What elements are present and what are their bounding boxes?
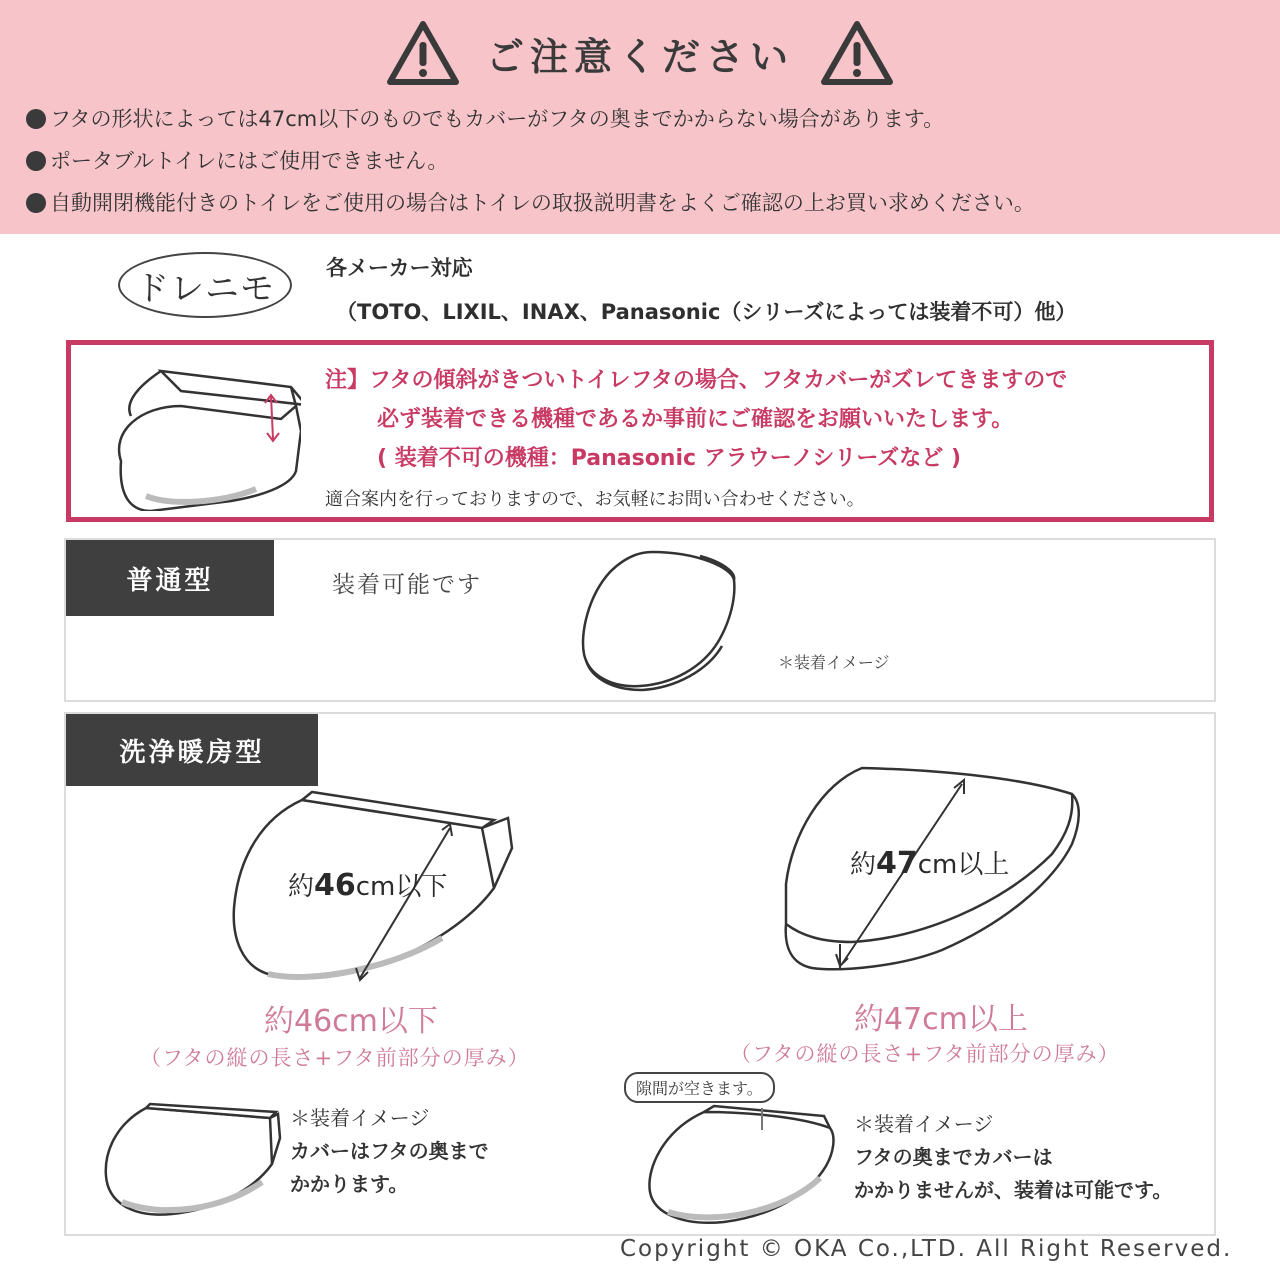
standard-lid-illustration — [580, 550, 740, 690]
notice-banner — [0, 0, 1280, 234]
long-lid-fit-title: ＊装着イメージ — [854, 1112, 994, 1136]
short-lid-fit-line: カバーはフタの奥まで — [290, 1139, 489, 1163]
short-lid-dimension: 約46cm以下 — [288, 868, 448, 903]
short-lid-fit-title: ＊装着イメージ — [290, 1106, 430, 1130]
standard-type-label: 普通型 — [66, 540, 274, 616]
long-lid-fit-description — [854, 1108, 1172, 1207]
caution-line-3: ( 装着不可の機種：Panasonic アラウーノシリーズなど ) — [377, 446, 962, 471]
copyright-text: Copyright © OKA Co.,LTD. All Right Reserved. — [620, 1236, 1233, 1262]
bullet-icon — [26, 151, 46, 171]
makers-list: （TOTO、LIXIL、INAX、Panasonic（シリーズによっては装着不可）他） — [336, 300, 1077, 324]
short-lid-size-note: （フタの縦の長さ+フタ前部分の厚み） — [140, 1046, 530, 1070]
warning-icon — [820, 20, 894, 86]
brand-logo: ドレニモ — [118, 252, 292, 318]
long-lid-fit-line: かかりませんが、装着は可能です。 — [854, 1178, 1173, 1202]
bullet-icon — [26, 193, 46, 213]
long-lid-size-label: 約47cm以上 — [854, 1002, 1028, 1037]
standard-image-note: ＊装着イメージ — [778, 653, 890, 672]
caution-note: 適合案内を行っておりますので、お気軽にお問い合わせください。 — [325, 489, 865, 510]
standard-type-section — [64, 538, 1216, 702]
short-lid-fit-description — [290, 1102, 489, 1201]
short-lid-fit-line: かかります。 — [290, 1172, 409, 1196]
short-lid-fit-illustration — [102, 1102, 282, 1220]
notice-title: ご注意ください — [485, 34, 794, 79]
notice-item-text: フタの形状によっては47cm以下のものでもカバーがフタの奥までかからない場合があります。 — [50, 107, 945, 131]
bullet-icon — [26, 109, 46, 129]
caution-line-1: 注】フタの傾斜がきついトイレフタの場合、フタカバーがズレてきますので — [325, 368, 1068, 393]
standard-status: 装着可能です — [332, 572, 482, 598]
long-lid-size-note: （フタの縦の長さ+フタ前部分の厚み） — [730, 1042, 1120, 1066]
warning-icon — [386, 20, 460, 86]
caution-line-2: 必ず装着できる機種であるか事前にご確認をお願いいたします。 — [377, 407, 1014, 432]
short-lid-size-label: 約46cm以下 — [264, 1004, 438, 1039]
notice-item-text: ポータブルトイレにはご使用できません。 — [50, 149, 449, 173]
notice-item — [26, 98, 1035, 140]
notice-item — [26, 140, 1035, 182]
notice-title-row — [0, 18, 1280, 88]
long-lid-dimension: 約47cm以上 — [850, 846, 1010, 881]
slanted-lid-illustration — [91, 361, 301, 511]
gap-callout: 隙間が空きます。 — [624, 1072, 775, 1103]
notice-item — [26, 182, 1035, 224]
notice-item-text: 自動開閉機能付きのトイレをご使用の場合はトイレの取扱説明書をよくご確認の上お買い求めください。 — [50, 191, 1035, 215]
washlet-type-label: 洗浄暖房型 — [66, 714, 318, 786]
long-lid-fit-line: フタの奥までカバーは — [854, 1145, 1053, 1169]
notice-list — [26, 98, 1035, 224]
caution-box — [66, 340, 1214, 522]
long-lid-fit-illustration — [644, 1102, 836, 1226]
makers-title: 各メーカー対応 — [326, 256, 473, 280]
washlet-type-section — [64, 712, 1216, 1236]
